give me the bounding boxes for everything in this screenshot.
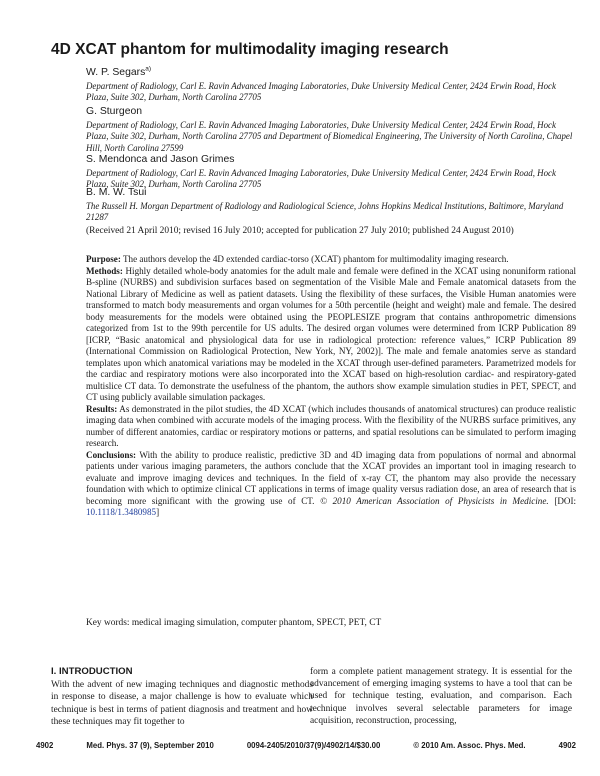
author-name: W. P. Segars$^{a)}$ [86,65,152,78]
journal-info: Med. Phys. 37 (9), September 2010 [86,741,214,750]
author-affiliation: Department of Radiology, Carl E. Ravin Advanced Imaging Laboratories, Duke University Medical Center, 2424 Erwin Road, Hock Plaza, Suite 302, Durham, North Carolina 27705 and Department of Biomedical Engineering, The University of North Carolina, Chapel Hill, North Carolina 27599 [86,120,573,153]
page-footer [36,741,576,751]
copyright-notice: © 2010 American Association of Physicists in Medicine. [320,495,549,506]
page-number: 4902 [36,741,54,750]
page-number: 4902 [558,741,576,750]
intro-right-column [310,666,572,727]
footer-copyright: © 2010 Am. Assoc. Phys. Med. [413,741,526,750]
author-affiliation: Department of Radiology, Carl E. Ravin Advanced Imaging Laboratories, Duke University Medical Center, 2424 Erwin Road, Hock Plaza, Suite 302, Durham, North Carolina 27705 [86,81,556,103]
author-name: G. Sturgeon [86,106,143,117]
author-affiliation: Department of Radiology, Carl E. Ravin Advanced Imaging Laboratories, Duke University Medical Center, 2424 Erwin Road, Hock Plaza, Suite 302, Durham, North Carolina 27705 [86,168,556,190]
abstract-purpose: Purpose: The authors develop the 4D extended cardiac-torso (XCAT) phantom for multimodality imaging research. [86,254,509,264]
author-name: S. Mendonca and Jason Grimes [86,154,235,165]
section-heading: I. INTRODUCTION [51,666,133,677]
intro-paragraph: form a complete patient management strategy. It is essential for the advancement of emerging imaging systems to have a tool that can be used for technique testing, evaluation, and comparison. Each technique involves several selectable parameters for image acquisition, reconstruction, processing, [310,667,572,726]
author-affiliation: The Russell H. Morgan Department of Radiology and Radiological Science, Johns Hopkins Medical Institutions, Baltimore, Maryland 21287 [86,201,564,223]
intro-left-column [51,666,313,728]
author-note: a) [145,65,152,73]
abstract [86,254,576,519]
paper-title: 4D XCAT phantom for multimodality imaging research [51,41,449,58]
doi-link[interactable]: 10.1118/1.3480985 [86,507,157,517]
received-dates: (Received 21 April 2010; revised 16 July 2010; accepted for publication 27 July 2010; published 24 August 2010) [86,226,514,236]
intro-paragraph: With the advent of new imaging techniques and diagnostic methods in response to disease, a major challenge is how to evaluate which technique is best in terms of patient diagnosis and treatment and how these techniques may fit together to [51,680,313,727]
author-name: B. M. W. Tsui [86,187,147,198]
keywords: Key words: medical imaging simulation, computer phantom, SPECT, PET, CT [86,618,382,628]
abstract-conclusions: Conclusions: With the ability to produce realistic, predictive 3D and 4D imaging data from populations of normal and abnormal patients under various imaging parameters, the authors conclude that the XCAT provides an important tool in imaging research to evaluate and improve imaging devices and techniques. In the field of x-ray CT, the phantom may also provide the necessary foundation with which to optimize clinical CT applications in terms of image quality versus radiation dose, an area of research that is becoming more significant with the growing use of CT. © 2010 American Association of Physicists in Medicine. [DOI: 10.1118/1.3480985] [86,449,577,517]
issn-info: 0094-2405/2010/37(9)/4902/14/$30.00 [246,741,381,750]
abstract-results: Results: As demonstrated in the pilot studies, the 4D XCAT (which includes thousands of anatomical structures) can produce realistic imaging data when combined with accurate models of the imaging process. With the flexibility of the NURBS surface primitives, any number of different anatomies, cardiac or respiratory motions or patterns, and spatial resolutions can be simulated to perform imaging research. [86,403,576,448]
abstract-methods: Methods: Highly detailed whole-body anatomies for the adult male and female were defined in the XCAT using nonuniform rational B-spline (NURBS) and subdivision surfaces based on segmentation of the Visible Male and Female anatomical datasets from the National Library of Medicine as well as patient datasets. Using the flexibility of these surfaces, the Visible Human anatomies were transformed to match body measurements and organ volumes for a 50th percentile (height and weight) male and female. The desired body measurements for the models were obtained using the PEOPLESIZE program that contains anthropometric dimensions categorized from 1st to the 99th percentile for US adults. The desired organ volumes were determined from ICRP Publication 89 [ICRP, “Basic anatomical and physiological data for use in radiological protection: reference values,” ICRP Publication 89 (International Commission on Radiological Protection, New York, NY, 2002)]. The male and female anatomies serve as standard templates upon which anatomical variations may be modeled in the XCAT through user-defined parameters. Parametrized models for the cardiac and respiratory motions were also incorporated into the XCAT based on high-resolution cardiac- and respiratory-gated multislice CT data. To demonstrate the usefulness of the phantom, the authors show example simulation studies in PET, SPECT, and CT using publicly available simulation packages. [86,265,576,402]
